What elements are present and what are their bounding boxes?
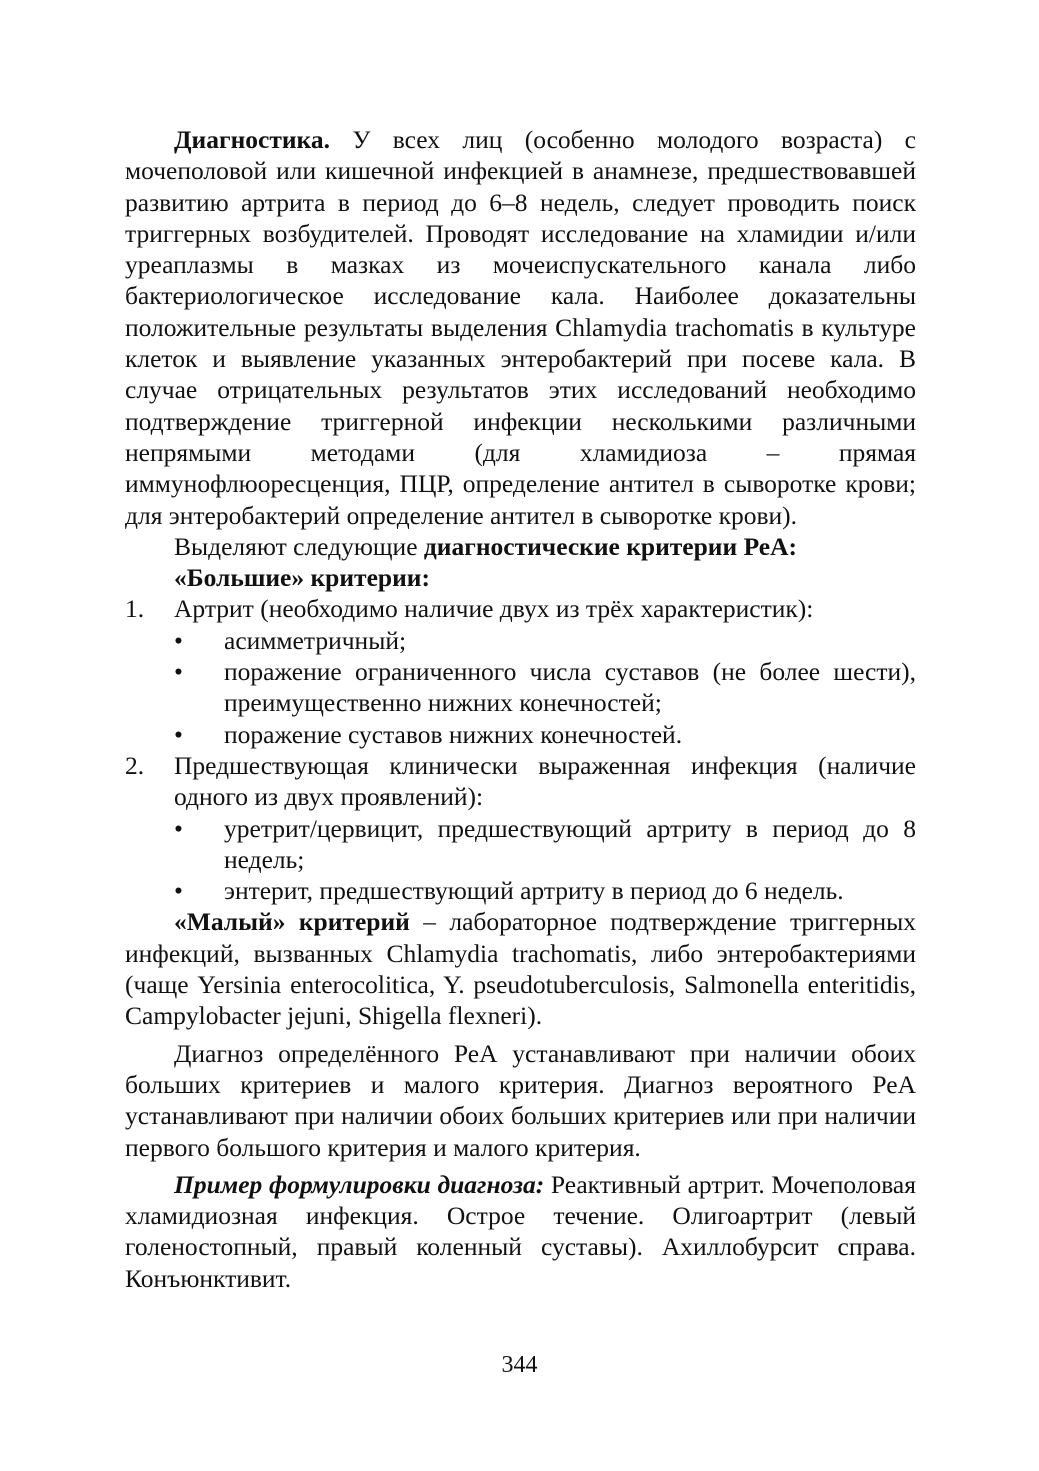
bullet-text: энтерит, предшествующий артриту в период до 6 недель. xyxy=(224,876,844,906)
bullet-icon: • xyxy=(174,813,183,843)
minor-criterion-heading: «Малый» критерий xyxy=(174,907,410,937)
major-criteria-heading-text: «Большие» критерии: xyxy=(174,563,430,593)
bullet-icon: • xyxy=(174,657,183,687)
bullet-icon: • xyxy=(174,876,183,906)
criteria-item-2 xyxy=(125,750,916,813)
diagnosis-paragraph: Диагноз определённого РеА устанавливают при наличии обоих больших критериев и малого критерия. Диагноз вероятного РеА устанавливают при наличии обоих больших критериев или при наличии первого большого критерия и малого критерия. xyxy=(125,1038,916,1162)
bullet-item xyxy=(125,656,916,719)
minor-criterion-paragraph xyxy=(125,906,916,1031)
diagnostics-heading: Диагностика. xyxy=(174,125,330,154)
bullet-item xyxy=(125,719,916,750)
bullet-text: уретрит/цервицит, предшествующий артриту в период до 8 недель; xyxy=(224,813,916,874)
bullet-text: поражение суставов нижних конечностей. xyxy=(224,719,683,749)
criteria-item-number: 2. xyxy=(125,750,145,780)
page-number: 344 xyxy=(501,1352,538,1378)
example-paragraph xyxy=(125,1169,916,1294)
bullet-icon: • xyxy=(174,625,183,655)
minor-criterion-text: – лабораторное подтверждение триггерных инфекций, вызванных Chlamydia trachomatis, либо энтеробактериями (чаще Yersinia enterocolitica, Y. pseudotuberculosis, Salmonella enteritidis, Campylobacter jejuni, Shigella flexneri). xyxy=(125,907,916,1031)
criteria-intro-text: Выделяют следующие xyxy=(174,531,424,561)
bullet-item xyxy=(125,875,916,906)
bullet-text: асимметричный; xyxy=(224,625,407,655)
criteria-item-text: Артрит (необходимо наличие двух из трёх характеристик): xyxy=(174,594,814,624)
criteria-item-1 xyxy=(125,593,916,624)
criteria-item-text: Предшествующая клинически выраженная инфекция (наличие одного из двух проявлений): xyxy=(174,750,916,812)
diagnostics-paragraph xyxy=(125,124,916,531)
page-content xyxy=(125,124,916,1294)
example-text: Реактивный артрит. Мочеполовая хламидиозная инфекция. Острое течение. Олигоартрит (левый голеностопный, правый коленный суставы). Ахиллобурсит справа. Конъюнктивит. xyxy=(125,1169,916,1293)
diagnostics-text: У всех лиц (особенно молодого возраста) с мочеполовой или кишечной инфекцией в анамнезе, предшествовавшей развитию артрита в период до 6–8 недель, следует проводить поиск триггерных возбудителей. Проводят исследование на хламидии и/или уреаплазмы в мазках из мочеиспускательного канала либо бактериологическое исследование кала. Наиболее доказательны положительные результаты выделения Chlamydia trachomatis в культуре клеток и выявление указанных энтеробактерий при посеве кала. В случае отрицательных результатов этих исследований необходимо подтверждение триггерной инфекции несколькими различными непрямыми методами (для хламидиоза – прямая иммунофлюоресценция, ПЦР, определение антител в сыворотке крови; для энтеробактерий определение антител в сыворотке крови). xyxy=(125,125,917,530)
criteria-item-number: 1. xyxy=(125,594,145,624)
criteria-intro xyxy=(125,531,916,562)
criteria-intro-bold: диагностические критерии РеА: xyxy=(423,531,798,561)
bullet-text: поражение ограниченного числа суставов (не более шести), преимущественно нижних конечностей; xyxy=(224,657,916,718)
bullet-icon: • xyxy=(174,719,183,749)
bullet-item xyxy=(125,625,916,656)
bullet-item xyxy=(125,813,916,876)
example-label: Пример формулировки диагноза: xyxy=(174,1169,545,1199)
major-criteria-heading xyxy=(125,562,916,593)
